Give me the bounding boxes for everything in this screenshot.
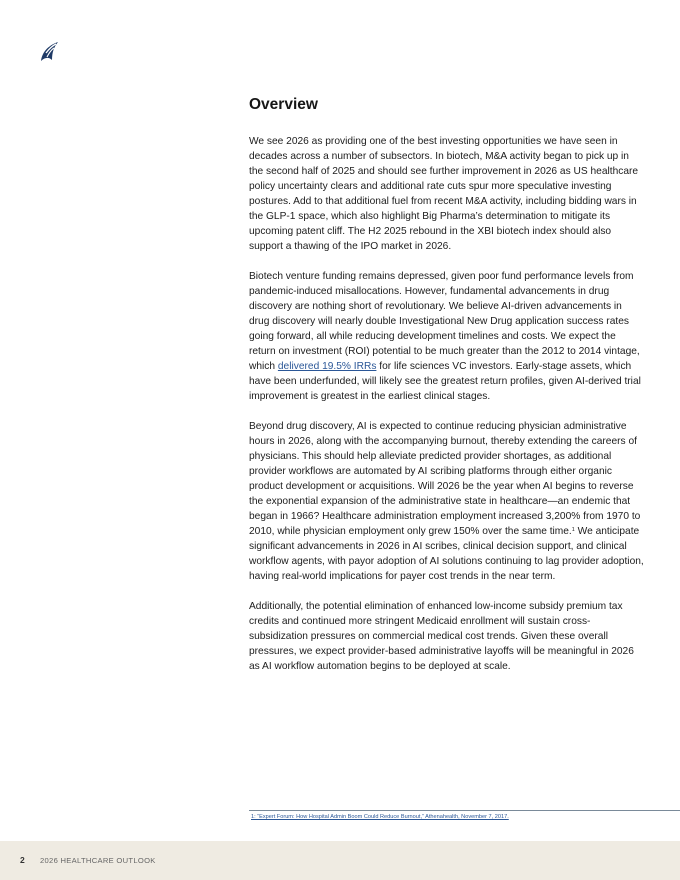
paragraph-text: Biotech venture funding remains depressed, given poor fund performance levels from pandemic-induced misallocations. However, fundamental advancements in drug discovery are nothing short of revolutionary. We believe AI-driven advancements in drug discovery will nearly double Investigational New Drug application success rates going forward, all while reducing development timelines and costs. We expect the return on investment (ROI) potential to be much greater than the 2012 to 2014 vintage, which	[249, 271, 640, 372]
paragraph-text: We anticipate significant advancements in 2026 in AI scribes, clinical decision support, and clinical workflow agents, with payor adoption of AI solutions continuing to lag provider adoption, having real-world implications for payer cost trends in the near term.	[249, 526, 644, 582]
paragraph-text: for life sciences VC investors. Early-stage assets, which have been underfunded, will likely see the greatest return profiles, given AI-derived trial improvement is greatest in the earliest clinical stages.	[249, 361, 641, 402]
footer-title: 2026 HEALTHCARE OUTLOOK	[40, 856, 156, 865]
sail-icon	[38, 40, 62, 64]
section-heading: Overview	[249, 96, 318, 113]
irr-link[interactable]: delivered 19.5% IRRs	[277, 361, 377, 372]
paragraph-subsidy: Additionally, the potential elimination of enhanced low-income subsidy premium tax credits and continued more stringent Medicaid enrollment will sustain cross-subsidization pressures on commercial medical cost trends. Given these overall pressures, we expect provider-based administrative layoffs will be meaningful in 2026 as AI workflow automation begins to be deployed at scale.	[249, 601, 634, 672]
footnote-divider	[249, 810, 680, 811]
paragraph-venture-funding	[249, 269, 644, 404]
paragraph-text: Beyond drug discovery, AI is expected to continue reducing physician administrative hours in 2026, along with the accompanying burnout, thereby extending the careers of physicians. This should help alleviate predicted provider shortages, as additional provider workflows are automated by AI scribing platforms through either organic product development or acquisitions. Will 2026 be the year when AI begins to reverse the exponential expansion of the administrative state in healthcare—an endemic that began in 1966? Healthcare administration employment increased 3,200% from 1970 to 2010, while physician employment only grew 150% over the same time.	[249, 421, 641, 537]
page-number: 2	[20, 855, 25, 865]
footnote-link[interactable]: 1: “Expert Forum: How Hospital Admin Boom Could Reduce Burnout,” Athenahealth, November 7, 2017.	[251, 814, 509, 820]
main-content	[249, 96, 644, 689]
paragraph-biotech-outlook: We see 2026 as providing one of the best investing opportunities we have seen in decades across a number of subsectors. In biotech, M&A activity began to pick up in the second half of 2025 and should see further improvement in 2026 as US healthcare policy uncertainty clears and additional rate cuts spur more speculative investing postures. Add to that additional fuel from recent M&A activity, including bidding wars in the GLP-1 space, which also highlight Big Pharma’s determination to mitigate its upcoming patent cliff. The H2 2025 rebound in the XBI biotech index should also support a thawing of the IPO market in 2026.	[249, 136, 639, 252]
footnote-ref[interactable]: 1	[571, 527, 575, 533]
paragraph-physician-admin	[249, 419, 644, 584]
page-footer	[0, 841, 680, 880]
